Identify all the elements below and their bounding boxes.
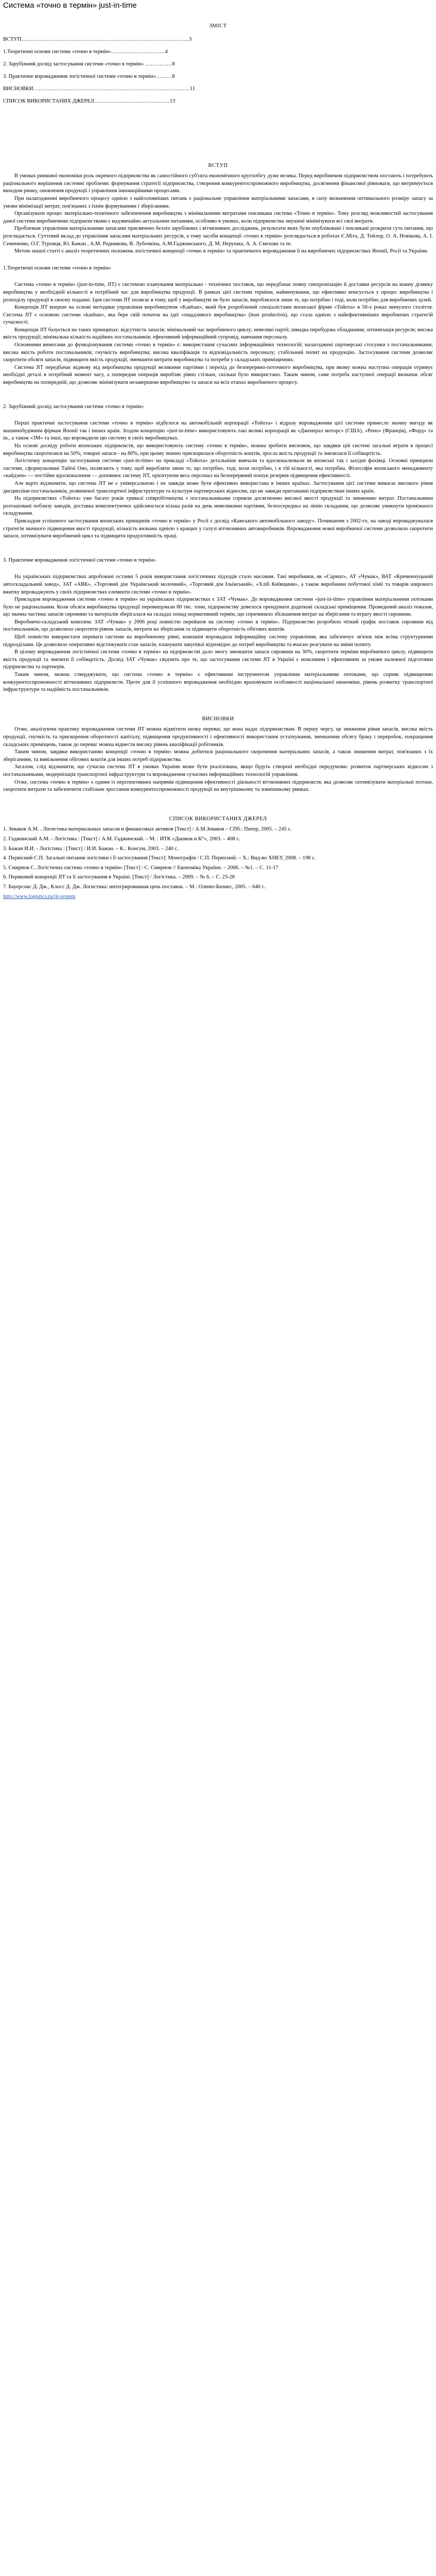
paragraph: Концепція JIT базується на таких принципах: відсутність запасів; мінімальний час виробничого циклу; невеликі партії; швидка перебудова обладнання; оптимізація ресурсів; висока якість продукції; мінімальна кількість надійних постачальників; ефективний інформаційний супровід; навчання персоналу. bbox=[3, 327, 433, 341]
reference-item: 3. Бажан И.И. - Логістика : [Текст] / И.И. Бажан. – К.: Консум, 2003. – 240 с. bbox=[3, 845, 179, 852]
paragraph: Метою нашої статті є аналіз теоретичних положень логістичної концепції «точно в термін» та практичного впровадження її на виробничих підприємствах Японії, Росії та України. bbox=[14, 248, 428, 255]
section1-heading: 1.Теоретичні основи системи «точно в термін» bbox=[3, 265, 111, 271]
paragraph: Прикладом впровадження системи «точно в термін» на українських підприємствах є ЗАТ «Чумак». До впровадження системи «just-in-time» управління матеріальними потоками було не раціональним. Коли обсяги виробництва продукції перевищували 80 тис. тонн, підприємству довелося орендувати додаткові складські приміщення. Проведений аналіз показав, що значна частина запасів сировини та матеріалів зберігалася на складах понад нормативний термін, що спричиняло збільшення витрат на зберігання та втрату якості сировини. bbox=[3, 597, 433, 618]
toc-item[interactable]: 1.Теоретичні основи системи «точно в термін»…………………………4 bbox=[3, 48, 168, 55]
paragraph: Таким чином, можна стверджувати, що система «точно в термін» є ефективним інструментом управління матеріальними потоками, що сприяє підвищенню конкурентоспроможності вітчизняних підприємств. Проте для її успішного впровадження необхідно враховувати особливості національної економіки, рівень розвитку транспортної інфраструктури та надійність постачальників. bbox=[3, 672, 433, 693]
paragraph: На підприємствах «Тойота» уже багато років тривалі співробітництва з постачальниками сприяли досягненню високої якості продукції та зниженню витрат. Постачальники розташовані поблизу заводів, доставка комплектуючих здійснюється кілька разів на день невеликими партіями, безпосередньо на лінію складання, що дозволяє уникнути проміжного складування. bbox=[3, 496, 433, 517]
toc-list bbox=[3, 33, 433, 108]
paragraph: Виробничо-складський комплекс ЗАТ «Чумак» у 2006 році повністю перейшов на систему «точно в термін». Підприємство розробило чіткий графік поставок сировини від постачальників, що дозволило скоротити рівень запасів, витрати на зберігання та підвищити оборотність обігових коштів. bbox=[3, 619, 433, 633]
section3-heading: 3. Практичне впровадження логістичної системи «точно в термін» bbox=[3, 557, 156, 563]
toc-item[interactable]: ВСТУП…………………………………………………………………………………3 bbox=[3, 36, 192, 42]
paragraph: На українських підприємствах апробовані останні 5 років використання логістичних підходів стало масовим. Такі виробники, як «Сармат», АТ «Чумак», ВАТ «Кременчуцький автоскладальний завод», ЗАТ «АВК», «Торговий дім Український молочний», «Торговий дім Ільїнський», «Хліб Київщини», а також виробники побутової хімії та товарів широкого вжитку впроваджують у своїх підприємствах елементи системи «точно в термін». bbox=[3, 574, 433, 595]
document-page bbox=[0, 11, 436, 901]
paragraph: Логістичну концепцію застосування системи «just-in-time» на прикладі «Тойота» детальніше вивчали та вдосконалювали як японські так і західні фахівці. Основні принципи системи, сформульовані Тайічі Оно, полягають у тому, щоб виробляти лише те, що потрібно, тоді, коли потрібно, і в тій кількості, яка потрібна. Філософія японського менеджменту «кайдзен» — постійне вдосконалення — доповнює систему JIT, орієнтуючи весь персонал на безперервний пошук резервів підвищення ефективності. bbox=[3, 458, 433, 479]
paragraph: В цілому впровадження логістичної системи «точно в термін» на підприємстві дало змогу зменшити запаси сировини на 30%, скоротити терміни виробничого циклу, підвищити якість продукції та знизити її собівартість. Досвід ЗАТ «Чумак» свідчить про те, що застосування системи JIT в Україні є можливим і ефективним за умови належної підготовки підприємства та партнерів. bbox=[3, 649, 433, 670]
toc-item[interactable]: 2. Зарубіжний досвід застосування системи «точно в термін» ……………8 bbox=[3, 61, 175, 67]
paragraph: Основними вимогами до функціонування системи «точно в термін» є: використання сучасних інформаційних технологій; налагоджені партнерські стосунки з постачальниками; висока якість роботи постачальників; гнучкість виробництва; висока кваліфікація та відповідальність персоналу; стабільний попит на продукцію. Застосування системи дозволяє скоротити обсяги запасів, підвищити якість продукції, зменшити витрати виробництва та потреби у складських приміщеннях. bbox=[3, 342, 433, 363]
reference-item: 2. Гаджинский А.М. - Логістика : [Текст] / А.М. Гаджинский. – М. : ИТК «Дашков и К°», 2003. – 408 с. bbox=[3, 836, 240, 842]
reference-item: 6. Пеpяковий концепції JIT та її застосування в Україні: [Текст] / Логістика. – 2009. – № 6. – С. 23-28 bbox=[3, 874, 235, 880]
paragraph: Загалом, слід відзначити, що сучасна система JIT в умовах України може бути реалізована, якщо будуть створені необхідні передумови: розвиток партнерських відносин з постачальниками, модернізація транспортної інфраструктури та впровадження сучасних інформаційних технологій управління. bbox=[3, 764, 433, 777]
section1-body bbox=[3, 281, 433, 386]
paragraph: Проблемам управління матеріальними запасами присвячено безліч зарубіжних і вітчизняних досліджень, результати яких були опубліковані і покликані розкрити суть питання, що розглядається. Суттєвий вклад до управління запасами матеріальних ресурсів, а тому засоби концепції «точно в термін» розглядається в роботах Є.Міта, Д. Тейлор, О. А. Новікова, А. І. Семененко, О.Г. Туровця, Ю. Бажан , А.М. Родникова, В. Лубочкіна, А.М.Гаджинського, Д. М. Нерушка, А. А. Смехова та ін. bbox=[3, 226, 433, 247]
paragraph: При налагодженні виробничого процесу однією з найголовніших питань є раціональне управління матеріальними запасами, в силу визначення оптимального розміру запасу за умови мінімізації витрат, пов'язаних з їхнім формуванням і зберіганням. bbox=[3, 195, 433, 209]
paragraph: На основі досвіду роботи японських підприємств, що використовують систему «точно в термін», можна зробити висновок, що завдяки цій системі загальні втрати в процесі виробництва скоротилися на 50%, товарні запаси - на 80%, при цьому значно прискорилася оборотність коштів, зросла якість продукції та знизилася її собівартість. bbox=[3, 443, 433, 456]
reference-item: 4. Первісний С.П. Загальні питання логістики і її застосування [Текст]: Монографія / С.П. Первісний. – Х.: Вид-во ХНЕУ, 2008. – 198 с. bbox=[3, 855, 316, 861]
references-heading: СПИСОК ВИКОРИСТАНИХ ДЖЕРЕЛ bbox=[169, 816, 267, 822]
paragraph: Концепція JIT вперше на основі методики управління виробництвом «Kanban», який був розроблений спеціалістами японської фірми «Тойота» в 50-х роках минулого століття. Система JIT є основою системи «kanban», яка бере свій початок на ідеї «ощадливого виробництва» (lean production), що стала однією з найефективніших виробничих стратегій сучасності. bbox=[3, 304, 433, 326]
reference-item: 1. Зеваков А.М. . Логистика материальных запасов и финансовых активов [Текст] / А.М.Зеваков – СПб.: Питер, 2005. – 245 с. bbox=[3, 826, 292, 833]
paragraph: Система JIT передбачає відмову від виробництва продукції великими партіями і перехід до безперервно-поточного виробництва, при якому кожна наступна операція отримує необхідні деталі в потрібний момент часу, а попередня операція виробляє рівно стільки, скільки було використано. Таким чином, саме потреба наступної операції визначає обсяг виробництва на попередній, що дозволяє мінімізувати незавершене виробництво та запаси на всіх етапах виробничого процесу. bbox=[3, 364, 433, 386]
intro-body bbox=[3, 173, 433, 256]
section2-body bbox=[3, 420, 433, 540]
paragraph: Отже, система «точно в термін» є одним із перспективних напрямів підвищення ефективності діяльності вітчизняних підприємств, яка дозволяє оптимізувати матеріальні потоки, скоротити витрати та забезпечити стабільне зростання конкурентоспроможності продукції на внутрішньому та зовнішньому ринках. bbox=[3, 779, 433, 793]
intro-heading: ВСТУП bbox=[208, 162, 228, 168]
toc-heading: ЗМІСТ bbox=[209, 23, 227, 29]
reference-item: 7. Бауерсокс Д. Дж., Клосс Д. Дж. Логистика: интегрированная цепь поставок. – М.: Олимп-Бизнес, 2005. – 640 с. bbox=[3, 884, 266, 890]
paragraph: В умовах ринкової економіки роль окремого підприємства як самостійного суб'єкта економічного кругообігу дуже велика. Перед виробничим підприємством постають і потребують раціонального вирішення системні проблеми: формування стратегії підприємства, створення конкурентоспроможного виробництва, досягнення фінансової рівноваги, що витримується виходом ринку, оновлення продукції і управління інноваційними процесами. bbox=[3, 173, 433, 194]
paragraph: Але варто відзначити, що система JIT не є універсальною і не завжди може бути ефективно використана в інших країнах. Застосування цієї системи вимагає високого рівня дисципліни постачальників, розвиненої транспортної інфраструктури та культури партнерських відносин, що не завжди притаманні підприємствам інших країн. bbox=[3, 480, 433, 494]
toc-item[interactable]: СПИСОК ВИКОРИСТАНИХ ДЖЕРЕЛ……………………………………13 bbox=[3, 98, 176, 104]
toc-item[interactable]: 3. Практичне впровадження логістичної системи «точно в термін»………8 bbox=[3, 73, 175, 79]
paragraph: Система «точно в термін» (just-in-time, JIT) є системою планування матеріально - технічних поставок, що передбачає повну синхронізацію й доставки ресурсів на кожну ділянку виробництва у необхідній кількості в потрібний час для виробництва продукції. В рамках цієї системи терміни, найменування, що ефективно вписується у процес виробництва і розподілу продукції в своєму поданні. Ідея системи JIT полягає в тому, щоб у виробництві не було запасів, вироблялося лише те, що потрібно і тоді, коли потрібно для виробничих цілей. bbox=[3, 282, 433, 303]
section2-heading: 2. Зарубіжний досвід застосування системи «точно в термін» bbox=[3, 403, 144, 410]
paragraph: Прикладом успішного застосування японських принципів «точно в термін» у Росії є досвід «Камського автомобільного заводу». Починаючи з 2002-го, на заводі впроваджувалася стратегія значного підвищення якості продукції, кількість визнана однією з кращих у галузі вітчизняних автовиробників. Впровадження нової виробничої системи дозволило скоротити запаси, оптимізувати виробничий цикл та підвищити продуктивність праці. bbox=[3, 518, 433, 539]
paragraph: Перші практичні застосування системи «точно в термін» відбулося на автомобільній корпорації «Тойота» і відразу впровадження цієї системи принесло значну вигоду як машинобудівним фірмам Японії так і інших країн. Згодом концепцію «just-in-time» використовують такі великі корпорації як «Дженерал моторс» (США), «Рено» (Франція), «Форд» та ін., а також «3М» та інші, що впровадили цю систему в своїх виробництвах. bbox=[3, 420, 433, 442]
reference-link[interactable]: http://www.logistics.ru/jit-system bbox=[3, 893, 76, 900]
conclusions-body bbox=[3, 726, 433, 793]
paragraph: Отже, аналізуючи практику впровадження системи JIT можна відмітити низку переваг, що вона надає підприємствам. В першу чергу, це зниження рівня запасів, висока якість продукції, гнучкість та прискорення оборотності капіталу, підвищення продуктивності і ефективності використання устаткування, зменшення обсягу браку і переробок, покращення складських приміщень, також до переваг можна віднести високу рівень кваліфікації робітників. bbox=[3, 726, 433, 748]
section3-body bbox=[3, 573, 433, 694]
window-title: Система «точно в термін» just-in-time bbox=[0, 0, 436, 11]
conclusions-heading: ВИСНОВКИ bbox=[202, 716, 234, 722]
reference-item: 5. Смирнов С. Логістична система «точно в термін» [Текст] / С. Смирнов // Економіка України. – 2006. – №1. – С. 11-17 bbox=[3, 865, 278, 871]
paragraph: Щоб повністю використати переваги системи на виробничому рівні, компанія впровадила інформаційну систему управління, яка забезпечує зв'язок між всіма структурними підрозділами. Це дозволило оперативно відстежувати стан запасів, планувати закупівлі відповідно до потреб виробництва та вчасно реагувати на зміни попиту. bbox=[3, 634, 433, 648]
references-list bbox=[3, 826, 433, 901]
paragraph: Таким чином, завдяки використанню концепції «точно в термін» можна добитися раціонального скорочення матеріальних запасів, а також зниження витрат, пов'язаних з їх зберіганням, та вивільнення обігових коштів для інших потреб підприємства. bbox=[3, 749, 433, 762]
paragraph: Організувати процес матеріально-технічного забезпечення виробництва з мінімальними витратами покликана система «Точно в термін». Тому розгляд можливостей застосування даної системи виробничими підприємствами є надзвичайно актуальним питанням, особливо в умовах, коли підприємства змушені мінімізувати всі свої витрати. bbox=[3, 211, 433, 224]
toc-item[interactable]: ВИСНОВКИ……………………………………………………………………………11 bbox=[3, 86, 195, 92]
